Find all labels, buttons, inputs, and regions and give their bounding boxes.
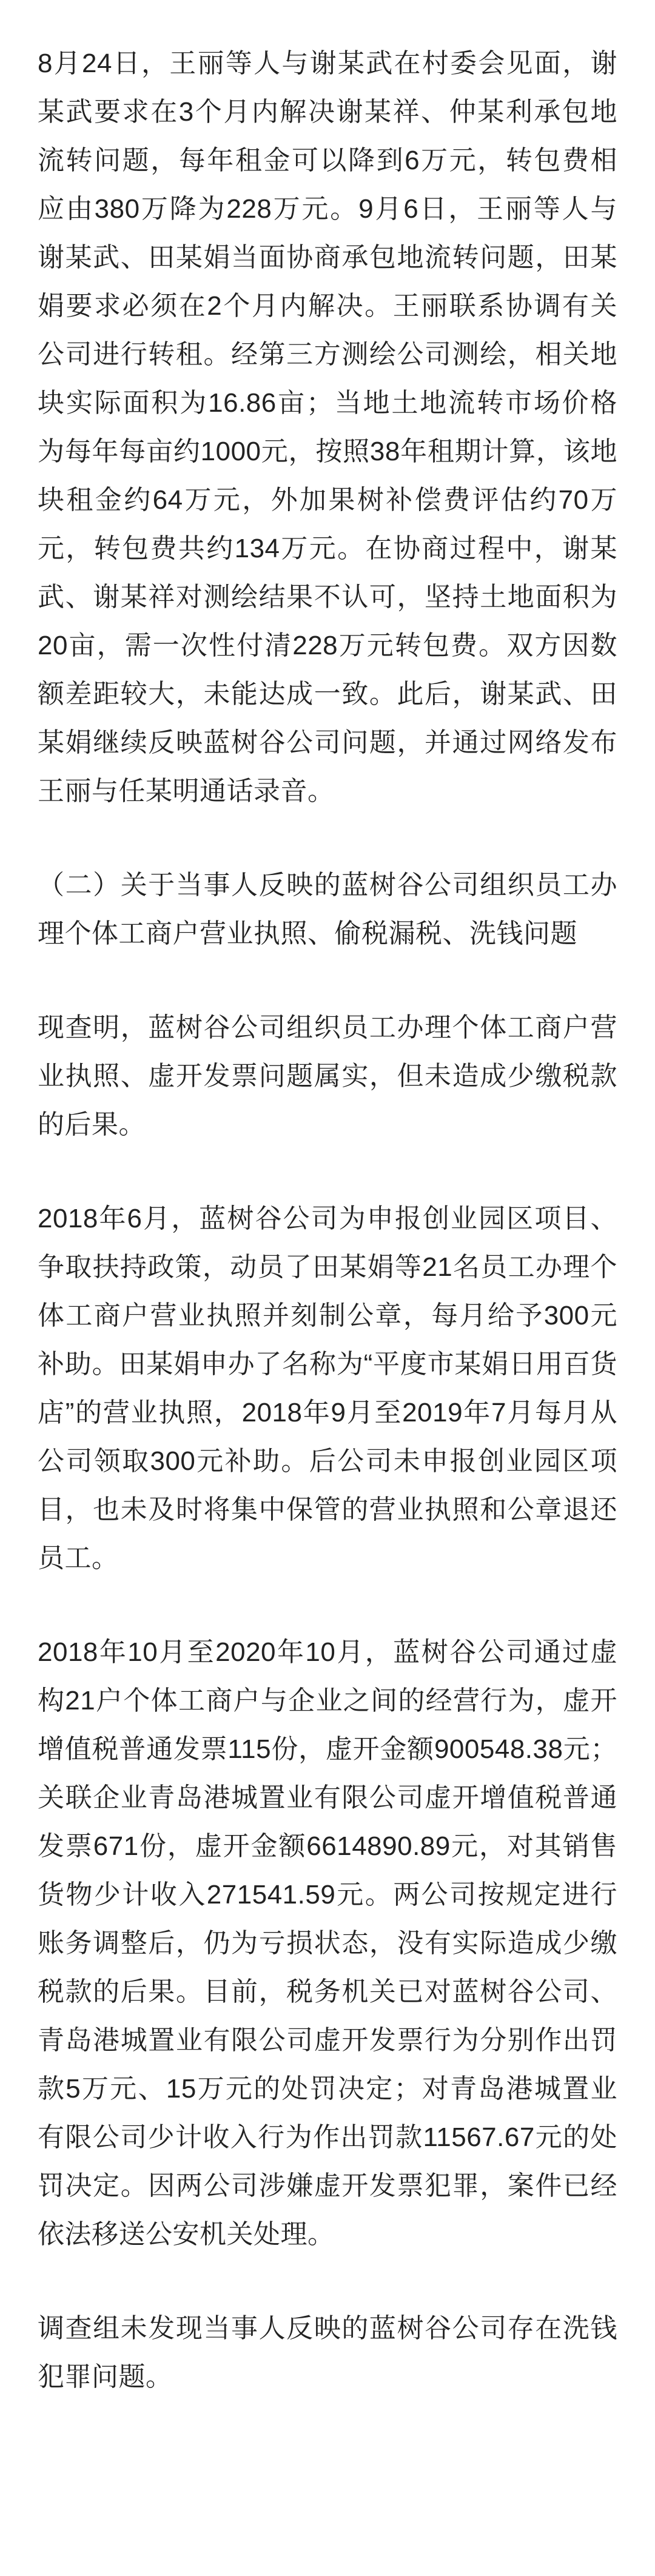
paragraph-findings-summary: 现查明，蓝树谷公司组织员工办理个体工商户营业执照、虚开发票问题属实，但未造成少缴税款的后果。 [38, 1013, 617, 1139]
paragraph-land-transfer-negotiation: 8月24日，王丽等人与谢某武在村委会见面，谢某武要求在3个月内解决谢某祥、仲某利承包地流转问题，每年租金可以降到6万元，转包费相应由380万降为228万元。9月6日，王丽等人与谢某武、田某娟当面协商承包地流转问题，田某娟要求必须在2个月内解决。王丽联系协调有关公司进行转租。经第三方测绘公司测绘，相关地块实际面积为16.86亩；当地土地流转市场价格为每年每亩约1000元，按照38年租期计算，该地块租金约64万元，外加果树补偿费评估约70万元，转包费共约134万元。在协商过程中，谢某武、谢某祥对测绘结果不认可，坚持土地面积为20亩，需一次性付清228万元转包费。双方因数额差距较大，未能达成一致。此后，谢某武、田某娟继续反映蓝树谷公司问题，并通过网络发布王丽与任某明通话录音。 [38, 49, 617, 806]
paragraph-invoice-violations-penalties: 2018年10月至2020年10月，蓝树谷公司通过虚构21户个体工商户与企业之间的经营行为，虚开增值税普通发票115份，虚开金额900548.38元；关联企业青岛港城置业有限公司虚开增值税普通发票671份，虚开金额6614890.89元，对其销售货物少计收入271541.59元。两公司按规定进行账务调整后，仍为亏损状态，没有实际造成少缴税款的后果。目前，税务机关已对蓝树谷公司、青岛港城置业有限公司虚开发票行为分别作出罚款5万元、15万元的处罚决定；对青岛港城置业有限公司少计收入行为作出罚款11567.67元的处罚决定。因两公司涉嫌虚开发票犯罪，案件已经依法移送公安机关处理。 [38, 1637, 617, 2249]
paragraph-money-laundering-conclusion: 调查组未发现当事人反映的蓝树谷公司存在洗钱犯罪问题。 [38, 2313, 617, 2392]
paragraph-business-license-subsidy: 2018年6月，蓝树谷公司为申报创业园区项目、争取扶持政策，动员了田某娟等21名员工办理个体工商户营业执照并刻制公章，每月给予300元补助。田某娟申办了名称为“平度市某娟日用百货店”的营业执照，2018年9月至2019年7月每月从公司领取300元补助。后公司未申报创业园区项目，也未及时将集中保管的营业执照和公章退还员工。 [38, 1204, 617, 1573]
section-heading-part-two: （二）关于当事人反映的蓝树谷公司组织员工办理个体工商户营业执照、偷税漏税、洗钱问题 [38, 870, 617, 948]
